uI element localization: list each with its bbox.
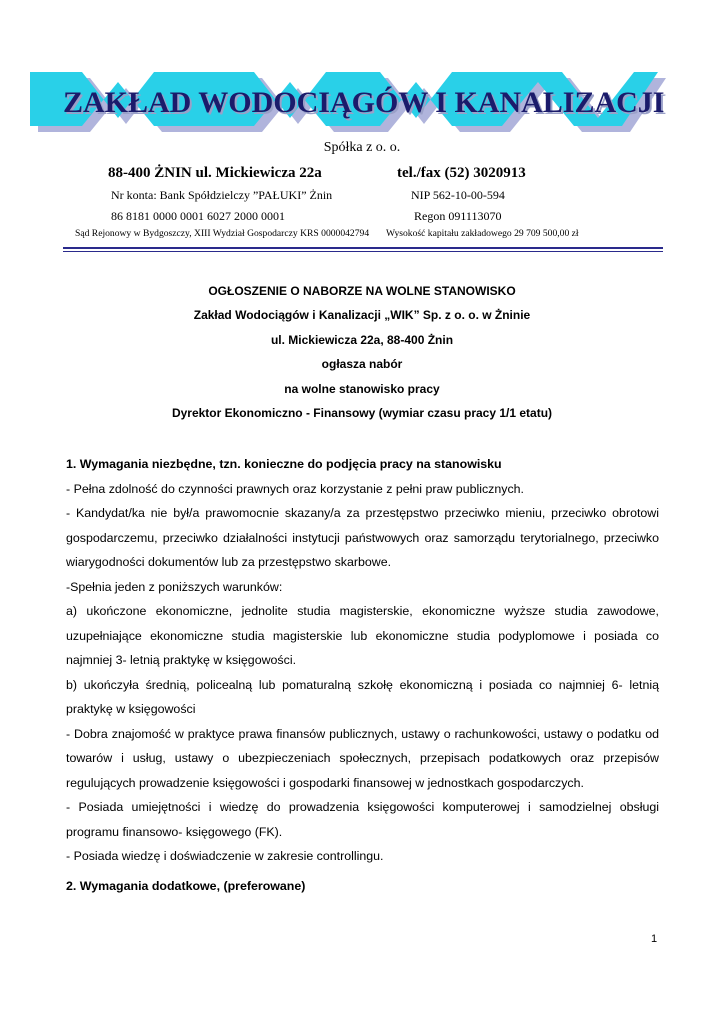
section-2-title: 2. Wymagania dodatkowe, (preferowane) <box>66 879 306 893</box>
company-phone: tel./fax (52) 3020913 <box>397 165 526 181</box>
letterhead-divider-thin <box>63 251 663 252</box>
requirement-item: a) ukończone ekonomiczne, jednolite studia magisterskie, ekonomiczne wyższe studia zawodowe, uzupełniające ekonomiczne studia magisterskie lub ekonomiczne studia podyplomowe i posiada co najmniej 3- letnią praktykę w księgowości. <box>66 604 659 667</box>
company-regon: Regon 091113070 <box>414 209 502 223</box>
requirement-item: - Pełna zdolność do czynności prawnych oraz korzystanie z pełni praw publicznych. <box>66 481 524 496</box>
section-1 <box>66 452 659 869</box>
company-address: 88-400 ŻNIN ul. Mickiewicza 22a <box>108 165 322 181</box>
announcement-organization: Zakład Wodociągów i Kanalizacji „WIK” Sp. z o. o. w Żninie <box>193 308 531 322</box>
requirement-item: - Kandydat/ka nie był/a prawomocnie skazany/a za przestępstwo przeciwko mieniu, przeciwko obrotowi gospodarczemu, przeciwko działalności instytucji państwowych oraz samorządu terytorialnego, przeciwko wiarygodności dokumentów lub za przestępstwo skarbowe. <box>66 506 659 569</box>
company-form: Spółka z o. o. <box>323 140 401 155</box>
requirement-item: b) ukończyła średnią, policealną lub pomaturalną szkołę ekonomiczną i posiada co najmniej 6- letnią praktykę w księgowości <box>66 677 659 716</box>
share-capital: Wysokość kapitału zakładowego 29 709 500,00 zł <box>386 228 579 239</box>
court-registration: Sąd Rejonowy w Bydgoszczy, XIII Wydział Gospodarczy KRS 0000042794 <box>75 228 370 239</box>
page-number: 1 <box>651 933 658 945</box>
announcement-heading: OGŁOSZENIE O NABORZE NA WOLNE STANOWISKO <box>208 284 516 298</box>
announcement-announces: ogłasza nabór <box>321 357 403 371</box>
announcement-position: Dyrektor Ekonomiczno - Finansowy (wymiar czasu pracy 1/1 etatu) <box>171 406 553 420</box>
letterhead-divider <box>63 247 663 249</box>
bank-account-label: Nr konta: Bank Spółdzielczy ”PAŁUKI” Żnin <box>111 188 333 202</box>
bank-account-number: 86 8181 0000 0001 6027 2000 0001 <box>111 209 285 223</box>
requirement-item: -Spełnia jeden z poniższych warunków: <box>66 579 283 594</box>
section-1-title: 1. Wymagania niezbędne, tzn. konieczne do podjęcia pracy na stanowisku <box>66 457 502 471</box>
company-nip: NIP 562-10-00-594 <box>411 188 505 202</box>
company-name: ZAKŁAD WODOCIĄGÓW I KANALIZACJI <box>63 86 665 119</box>
announcement-address: ul. Mickiewicza 22a, 88-400 Żnin <box>270 333 454 347</box>
requirement-item: - Posiada wiedzę i doświadczenie w zakresie controllingu. <box>66 849 384 863</box>
requirement-item: - Posiada umiejętności i wiedzę do prowadzenia księgowości komputerowej i samodzielnej obsługi programu finansowo- księgowego (FK). <box>66 800 659 839</box>
announcement-position-line: na wolne stanowisko pracy <box>284 382 440 396</box>
requirement-item: - Dobra znajomość w praktyce prawa finansów publicznych, ustawy o rachunkowości, ustawy o podatku od towarów i usług, ustawy o ubezpieczeniach społecznych, przepisach podatkowych oraz przepisów regulujących prowadzenie księgowości i gospodarki finansowej w jednostkach gospodarczych. <box>66 726 659 790</box>
